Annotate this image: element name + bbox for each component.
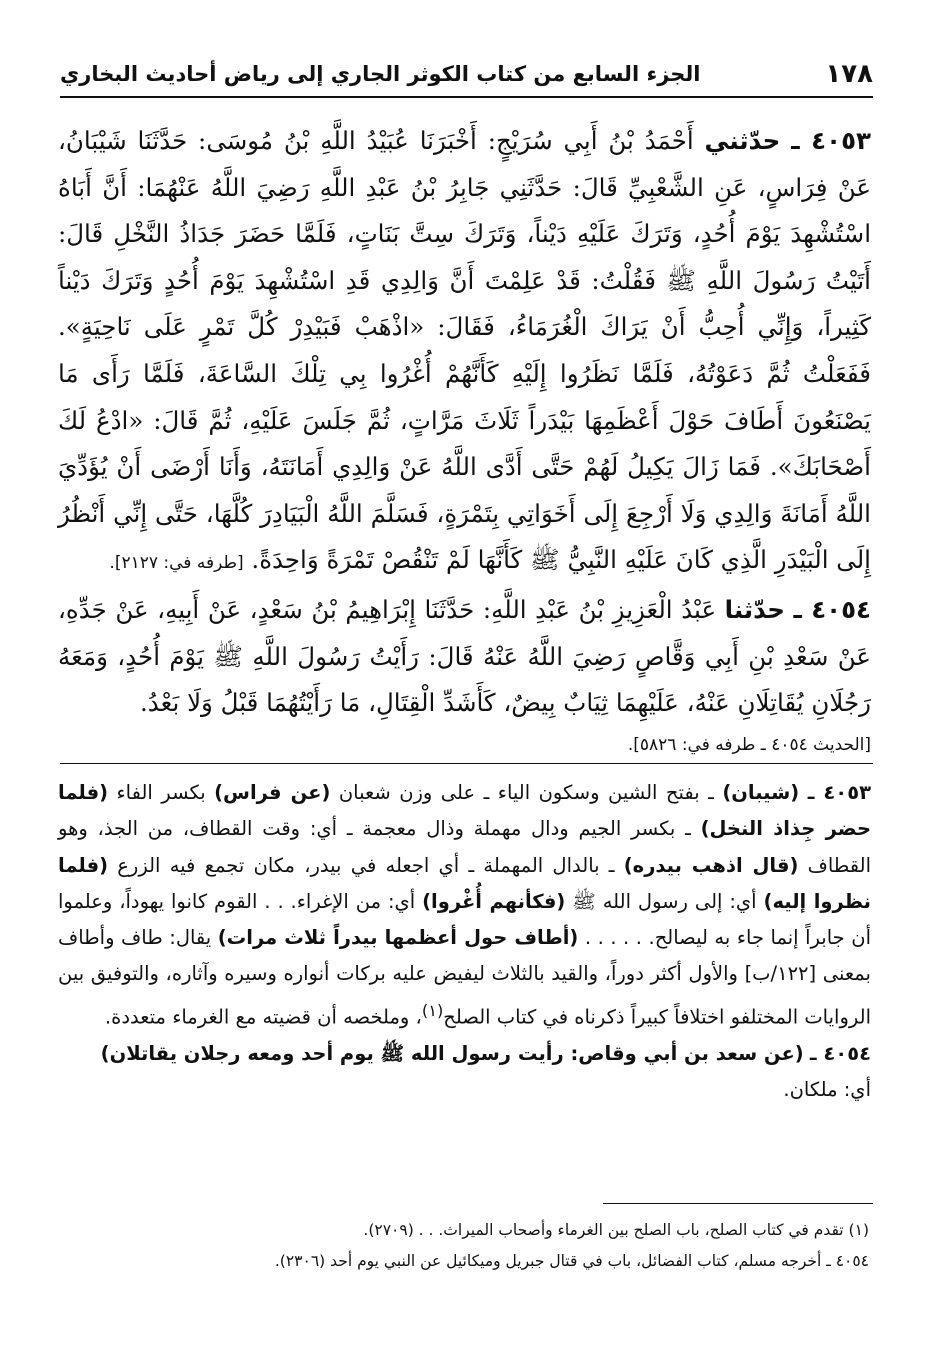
hadith-body: أَحْمَدُ بْنُ أَبِي سُرَيْجٍ: أَخْبَرَنَا عُبَيْدُ اللَّهِ بْنُ مُوسَى: حَدَّثَنَا شَيْبَانُ، عَنْ فِرَاسٍ، عَنِ الشَّعْبِيِّ قَالَ: حَدَّثَنِي جَابِرُ بْنُ عَبْدِ اللَّهِ رَضِيَ اللَّهُ عَنْهُمَا: أَنَّ أَبَاهُ اسْتُشْهِدَ يَوْمَ أُحُدٍ، وَتَرَكَ عَلَيْهِ دَيْناً، وَتَرَكَ سِتَّ بَنَاتٍ، فَلَمَّا حَضَرَ جَدَاذُ النَّخْلِ قَالَ: أَتَيْتُ رَسُولَ اللَّهِ ﷺ فَقُلْتُ: قَدْ عَلِمْتَ أَنَّ وَالِدِي قَدِ اسْتُشْهِدَ يَوْمَ أُحُدٍ وَتَرَكَ دَيْناً كَثِيراً، وَإِنِّي أُحِبُّ أَنْ يَرَاكَ الْغُرَمَاءُ، فَقَالَ: «اذْهَبْ فَبَيْدِرْ كُلَّ تَمْرٍ عَلَى نَاحِيَةٍ». فَفَعَلْتُ ثُمَّ دَعَوْتُهُ، فَلَمَّا نَظَرُوا إِلَيْهِ كَأَنَّهُمْ أُغْرُوا بِي تِلْكَ السَّاعَةَ، فَلَمَّا رَأَى مَا يَصْنَعُونَ أَطَافَ حَوْلَ أَعْظَمِهَا بَيْدَراً ثَلَاثَ مَرَّاتٍ، ثُمَّ جَلَسَ عَلَيْهِ، ثُمَّ قَالَ: «ادْعُ لَكَ أَصْحَابَكَ». فَمَا زَالَ يَكِيلُ لَهُمْ حَتَّى أَدَّى اللَّهُ عَنْ وَالِدِي أَمَانَتَهُ، وَأَنَا أَرْضَى أَنْ يُؤَدِّيَ اللَّهُ أَمَانَةَ وَالِدِي وَلَا أَرْجِعَ إِلَى أَخَوَاتِي بِتَمْرَةٍ، فَسَلَّمَ اللَّهُ الْبَيَادِرَ كُلَّهَا، حَتَّى إِنِّي أَنْظُرُ إِلَى الْبَيْدَرِ الَّذِي كَانَ عَلَيْهِ النَّبِيُّ ﷺ كَأَنَّهَا لَمْ تَنْقُصْ تَمْرَةً وَاحِدَةً.: [58, 126, 871, 575]
commentary-text: ـ بفتح الشين وسكون الياء ـ على وزن شعبان: [338, 781, 714, 804]
commentary-number: ٤٠٥٣ ـ: [807, 781, 872, 804]
hadith-paragraph: [58, 118, 871, 587]
commentary-paragraph: [58, 1036, 871, 1072]
commentary-text: بكسر الفاء: [116, 781, 206, 804]
running-title: الجزء السابع من كتاب الكوثر الجاري إلى رياض أحاديث البخاري: [60, 62, 701, 86]
commentary-keyword: (أطاف حول أعظمها بيدراً ثلاث مرات): [217, 926, 579, 950]
commentary-text: ، وملخصه أن قضيته مع الغرماء متعددة.: [104, 1005, 422, 1029]
page-header: [60, 52, 873, 98]
footnote: ٤٠٥٤ ـ أخرجه مسلم، كتاب الفضائل، باب في قتال جبريل وميكائيل عن النبي يوم أحد (٢٣٠٦).: [274, 1252, 869, 1270]
hadith-number: ٤٠٥٤ ـ: [793, 594, 872, 624]
hadith-intro: حدّثني: [704, 126, 781, 155]
commentary-text: ـ بكسر الجيم ودال مهملة وذال معجمة ـ أي: وقت القطاف، من الجذ، وهو القطاف: [58, 817, 872, 877]
commentary-keyword: (فكأنهم أُغْروا): [422, 889, 566, 913]
page-number: ١٧٨: [825, 59, 873, 89]
hadith-number: ٤٠٥٣ ـ: [791, 126, 871, 155]
commentary-text: أي: إلى رسول الله ﷺ: [572, 889, 757, 913]
text-separator: [60, 763, 873, 764]
commentary-paragraph: [58, 1072, 871, 1108]
hadith-reference: [الحديث ٤٠٥٤ ـ طرفه في: ٥٨٢٦].: [627, 734, 871, 755]
commentary-text: أي: من الإغراء. . . القوم كانوا يهوداً، وعلموا أن جابراً إنما جاء به ليصالح. . . . . .: [58, 889, 871, 950]
hadith-text-block: [58, 118, 871, 763]
footnotes-block: [60, 1215, 869, 1277]
hadith-paragraph: [58, 587, 871, 727]
footnote-rule: [603, 1203, 873, 1204]
footnote-marker[interactable]: (١): [421, 1000, 444, 1020]
commentary-keyword: (عن سعد بن أبي وقاص: رأيت رسول الله ﷺ يوم أحد ومعه رجلان يقاتلان): [100, 1041, 804, 1065]
commentary-paragraph: [58, 775, 871, 1036]
commentary-text: أي: ملكان.: [783, 1077, 871, 1101]
commentary-keyword: (قال اذهب بيدره): [623, 853, 799, 877]
hadith-reference-line: [58, 727, 871, 763]
hadith-reference: [طرفه في: ٢١٢٧].: [109, 553, 244, 574]
hadith-body: عَبْدُ الْعَزِيزِ بْنُ عَبْدِ اللَّهِ: حَدَّثَنَا إِبْرَاهِيمُ بْنُ سَعْدٍ، عَنْ أَبِيهِ، عَنْ جَدِّهِ، عَنْ سَعْدِ بْنِ أَبِي وَقَّاصٍ رَضِيَ اللَّهُ عَنْهُ قَالَ: رَأَيْتُ رَسُولَ اللَّهِ ﷺ يَوْمَ أُحُدٍ، وَمَعَهُ رَجُلَانِ يُقَاتِلَانِ عَنْهُ، عَلَيْهِمَا ثِيَابٌ بِيضٌ، كَأَشَدِّ الْقِتَالِ، مَا رَأَيْتُهُمَا قَبْلُ وَلَا بَعْدُ.: [58, 594, 871, 718]
commentary-keyword: (فلما حضر جِذاذ النخل): [58, 781, 871, 841]
footnote: (١) تقدم في كتاب الصلح، باب الصلح بين الغرماء وأصحاب الميراث. . . (٢٧٠٩).: [363, 1221, 869, 1239]
commentary-number: ٤٠٥٤ ـ: [809, 1041, 871, 1065]
commentary-text: ـ بالدال المهملة ـ أي اجعله في بيدر، مكان تجمع فيه الزرع: [117, 853, 615, 877]
commentary-keyword: (عن فراس): [214, 781, 331, 804]
commentary-keyword: (شيبان): [722, 781, 800, 804]
commentary-block: [58, 775, 871, 1108]
hadith-intro: حدّثنا: [724, 594, 785, 624]
commentary-keyword: (فلما نظروا إليه): [58, 853, 871, 913]
commentary-text: يقال: طاف وأطاف بمعنى [١٢٢/ب] والأول أكثر دوراً، والقيد بالثلاث ليفيض عليه بركات أنواره وسيره وآثاره، والتوفيق بين الروايات المختلفو اختلافاً كبيراً ذكرناه في كتاب الصلح: [58, 926, 871, 1029]
